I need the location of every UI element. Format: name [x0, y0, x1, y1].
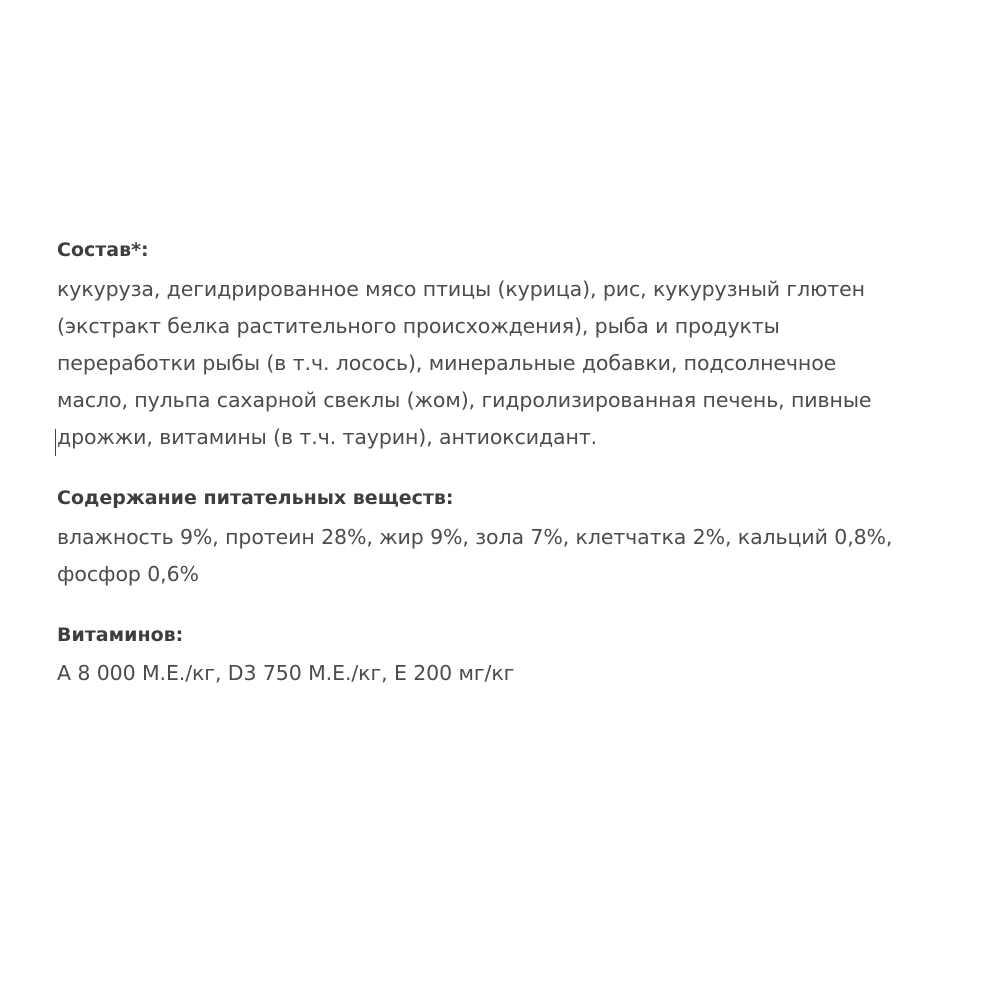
nutrients-line: влажность 9%, протеин 28%, жир 9%, зола 7%, клетчатка 2%, кальций 0,8%,: [57, 525, 893, 549]
product-description: [57, 236, 957, 720]
nutrients-line: фосфор 0,6%: [57, 562, 199, 586]
composition-line: дрожжи, витамины (в т.ч. таурин), антиоксидант.: [57, 425, 598, 449]
vitamins-heading: Витаминов:: [57, 624, 184, 646]
composition-line: кукуруза, дегидрированное мясо птицы (курица), рис, кукурузный глютен: [57, 277, 865, 301]
composition-section: [57, 236, 957, 456]
composition-line: (экстракт белка растительного происхождения), рыба и продукты: [57, 314, 780, 338]
vitamins-section: [57, 621, 957, 692]
composition-heading: Состав*:: [57, 239, 149, 261]
composition-line: масло, пульпа сахарной свеклы (жом), гидролизированная печень, пивные: [57, 388, 872, 412]
nutrients-section: [57, 484, 957, 593]
composition-line: переработки рыбы (в т.ч. лосось), минеральные добавки, подсолнечное: [57, 351, 837, 375]
vitamins-line: А 8 000 М.Е./кг, D3 750 М.Е./кг, Е 200 мг/кг: [57, 661, 515, 685]
nutrients-heading: Содержание питательных веществ:: [57, 487, 454, 509]
text-cursor: [55, 429, 56, 456]
